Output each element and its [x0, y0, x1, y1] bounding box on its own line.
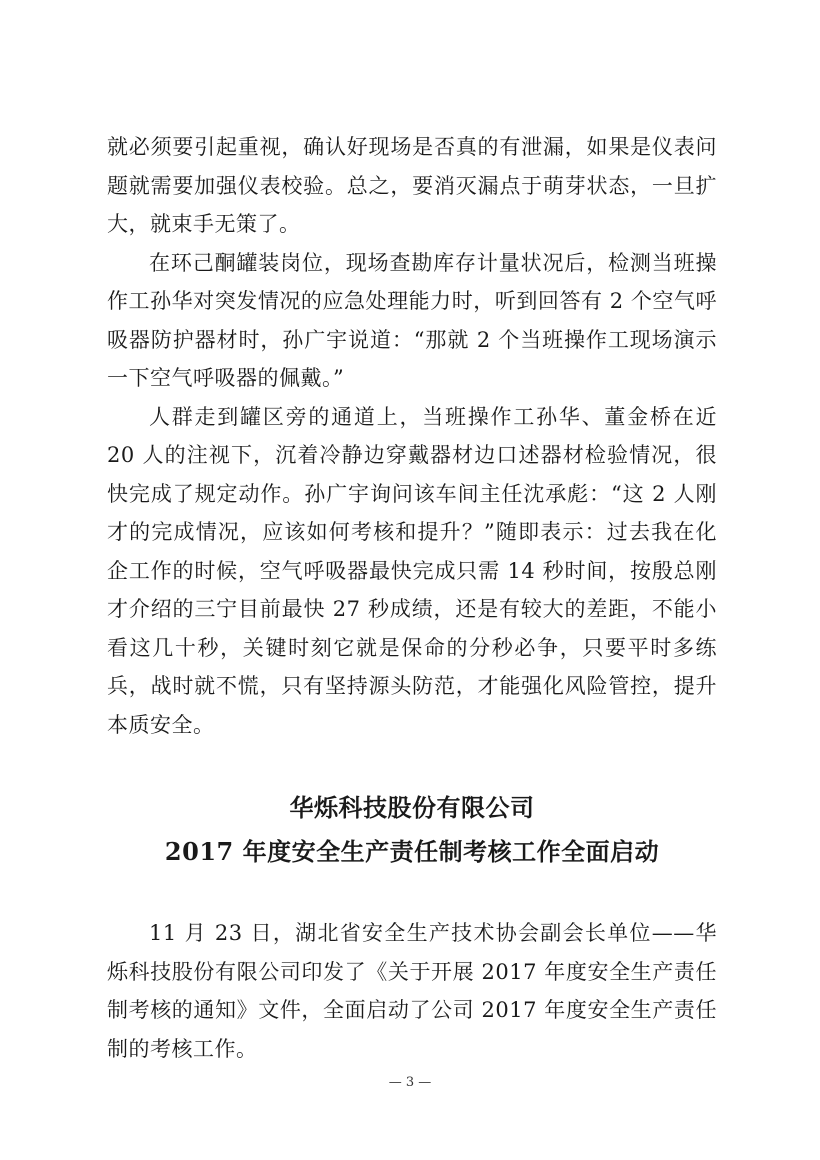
- page-number: — 3 —: [388, 1075, 432, 1090]
- heading-line-title: 2017 年度安全生产责任制考核工作全面启动: [164, 837, 660, 866]
- body-paragraph: 11 月 23 日，湖北省安全生产技术协会副会长单位——华烁科技股份有限公司印发了《关于开展 2017 年度安全生产责任制考核的通知》文件，全面启动了公司 2017 年度安全生产责任制的考核工作。: [107, 921, 717, 1061]
- body-paragraph: 在环己酮罐装岗位，现场查勘库存计量状况后，检测当班操作工孙华对突发情况的应急处理能力时，听到回答有 2 个空气呼吸器防护器材时，孙广宇说道：“那就 2 个当班操作工现场演示一下空气呼吸器的佩戴。”: [107, 250, 717, 390]
- body-paragraph-continued: 就必须要引起重视，确认好现场是否真的有泄漏，如果是仪表问题就需要加强仪表校验。总之，要消灭漏点于萌芽状态，一旦扩大，就束手无策了。: [107, 135, 717, 236]
- document-page: [107, 128, 717, 1068]
- article-heading: [107, 786, 717, 874]
- heading-line-company: 华烁科技股份有限公司: [289, 793, 535, 822]
- body-paragraph: 人群走到罐区旁的通道上，当班操作工孙华、董金桥在近 20 人的注视下，沉着冷静边穿戴器材边口述器材检验情况，很快完成了规定动作。孙广宇询问该车间主任沈承彪：“这 2 人刚才的完成情况，应该如何考核和提升？”随即表示：过去我在化企工作的时候，空气呼吸器最快完成只需 14 秒时间，按殷总刚才介绍的三宁目前最快 27 秒成绩，还是有较大的差距，不能小看这几十秒，关键时刻它就是保命的分秒必争，只要平时多练兵，战时就不慌，只有坚持源头防范，才能强化风险管控，提升本质安全。: [107, 404, 717, 737]
